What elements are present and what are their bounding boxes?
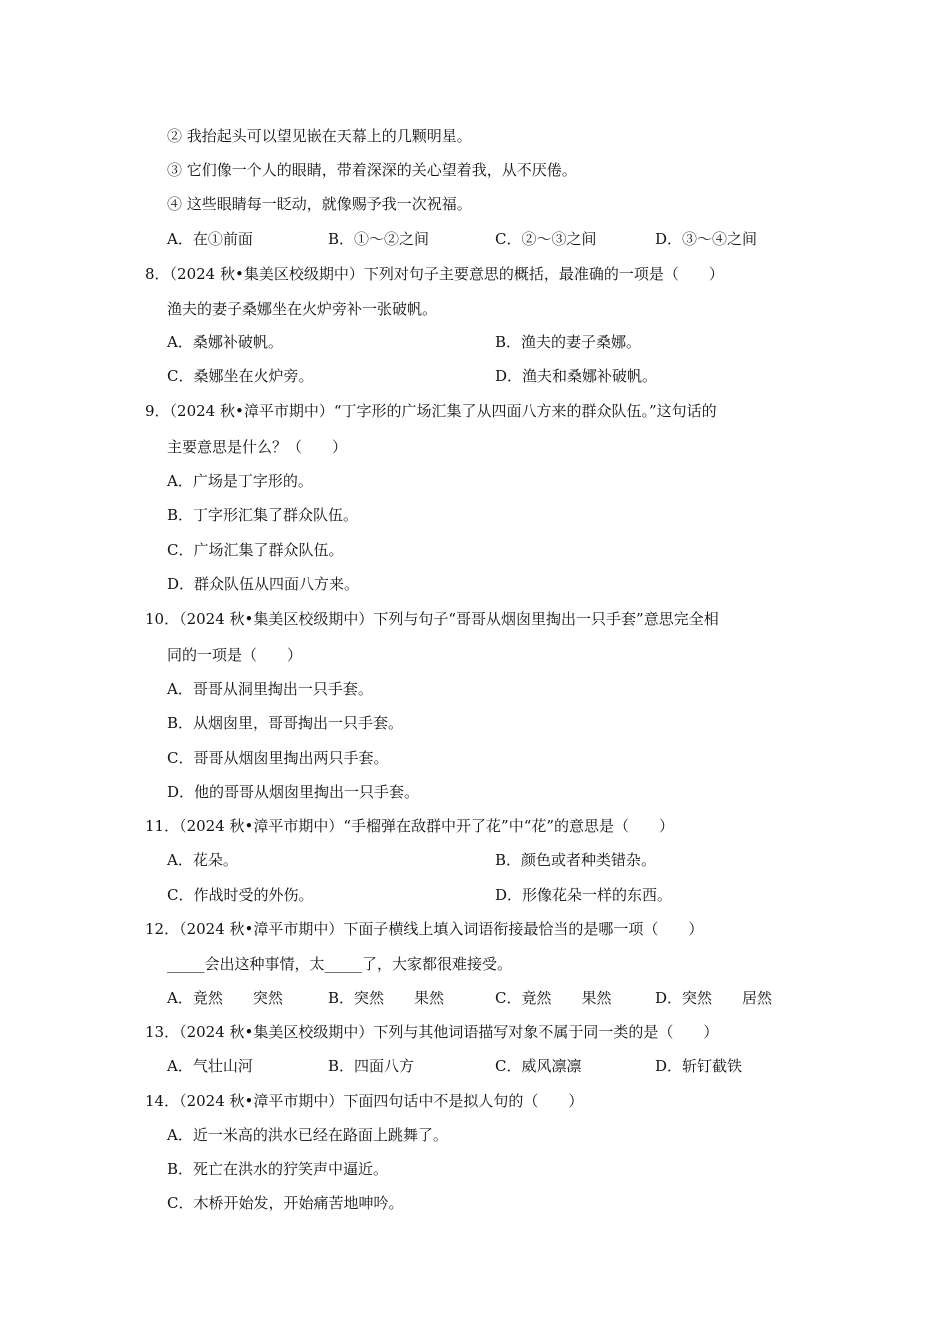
q7-line-2: ② 我抬起头可以望见嵌在天幕上的几颗明星。	[167, 127, 472, 145]
q9-option-c: C．广场汇集了群众队伍。	[167, 541, 344, 559]
q12-stem: 12．（2024 秋•漳平市期中）下面子横线上填入词语衔接最恰当的是哪一项（ ）	[145, 920, 704, 938]
q10-stem: 10．（2024 秋•集美区校级期中）下列与句子“哥哥从烟囱里掏出一只手套”意思完全相	[145, 610, 719, 628]
q9-stem: 9．（2024 秋•漳平市期中）“丁字形的广场汇集了从四面八方来的群众队伍。”这句话的	[145, 402, 717, 420]
q10-option-c: C．哥哥从烟囱里掏出两只手套。	[167, 749, 389, 767]
q9-option-d: D．群众队伍从四面八方来。	[167, 575, 360, 593]
q10-option-b: B．从烟囱里，哥哥掏出一只手套。	[167, 714, 404, 732]
q11-option-b: B．颜色或者种类错杂。	[495, 851, 657, 869]
q13-stem: 13．（2024 秋•集美区校级期中）下列与其他词语描写对象不属于同一类的是（ ）	[145, 1023, 719, 1041]
q7-option-d: D．③～④之间	[655, 230, 758, 248]
q14-option-c: C．木桥开始发，开始痛苦地呻吟。	[167, 1194, 404, 1212]
q10-option-d: D．他的哥哥从烟囱里掏出一只手套。	[167, 783, 420, 801]
q11-option-c: C．作战时受的外伤。	[167, 886, 314, 904]
q7-line-3: ③ 它们像一个人的眼睛，带着深深的关心望着我，从不厌倦。	[167, 161, 577, 179]
q10-stem-cont: 同的一项是（ ）	[167, 646, 303, 664]
q7-option-b: B．①～②之间	[328, 230, 430, 248]
q7-option-c: C．②～③之间	[495, 230, 597, 248]
q12-option-c: C．竟然 果然	[495, 989, 612, 1007]
q8-option-b: B．渔夫的妻子桑娜。	[495, 333, 642, 351]
q13-option-b: B．四面八方	[328, 1057, 415, 1075]
q12-option-b: B．突然 果然	[328, 989, 445, 1007]
q8-sentence: 渔夫的妻子桑娜坐在火炉旁补一张破帆。	[167, 300, 438, 318]
q12-option-d: D．突然 居然	[655, 989, 773, 1007]
q8-stem: 8．（2024 秋•集美区校级期中）下列对句子主要意思的概括，最准确的一项是（ ）	[145, 265, 724, 283]
q9-option-a: A．广场是丁字形的。	[167, 472, 313, 490]
q8-option-a: A．桑娜补破帆。	[167, 333, 283, 351]
q14-stem: 14．（2024 秋•漳平市期中）下面四句话中不是拟人句的（ ）	[145, 1092, 584, 1110]
q13-option-d: D．斩钉截铁	[655, 1057, 743, 1075]
q10-option-a: A．哥哥从洞里掏出一只手套。	[167, 680, 373, 698]
q11-stem: 11．（2024 秋•漳平市期中）“手榴弹在敌群中开了花”中“花”的意思是（ ）	[145, 817, 675, 835]
q8-option-c: C．桑娜坐在火炉旁。	[167, 367, 314, 385]
q14-option-b: B．死亡在洪水的狞笑声中逼近。	[167, 1160, 389, 1178]
q12-option-a: A．竟然 突然	[167, 989, 283, 1007]
q7-line-4: ④ 这些眼睛每一眨动，就像赐予我一次祝福。	[167, 195, 472, 213]
q13-option-a: A．气壮山河	[167, 1057, 253, 1075]
q12-sentence: _____会出这种事情，太_____了，大家都很难接受。	[167, 955, 513, 973]
q13-option-c: C．威风凛凛	[495, 1057, 582, 1075]
q8-option-d: D．渔夫和桑娜补破帆。	[495, 367, 658, 385]
q11-option-a: A．花朵。	[167, 851, 238, 869]
q9-option-b: B．丁字形汇集了群众队伍。	[167, 506, 359, 524]
q9-stem-cont: 主要意思是什么？（ ）	[167, 438, 348, 456]
q7-option-a: A．在①前面	[167, 230, 253, 248]
q14-option-a: A．近一米高的洪水已经在路面上跳舞了。	[167, 1126, 448, 1144]
q11-option-d: D．形像花朵一样的东西。	[495, 886, 673, 904]
